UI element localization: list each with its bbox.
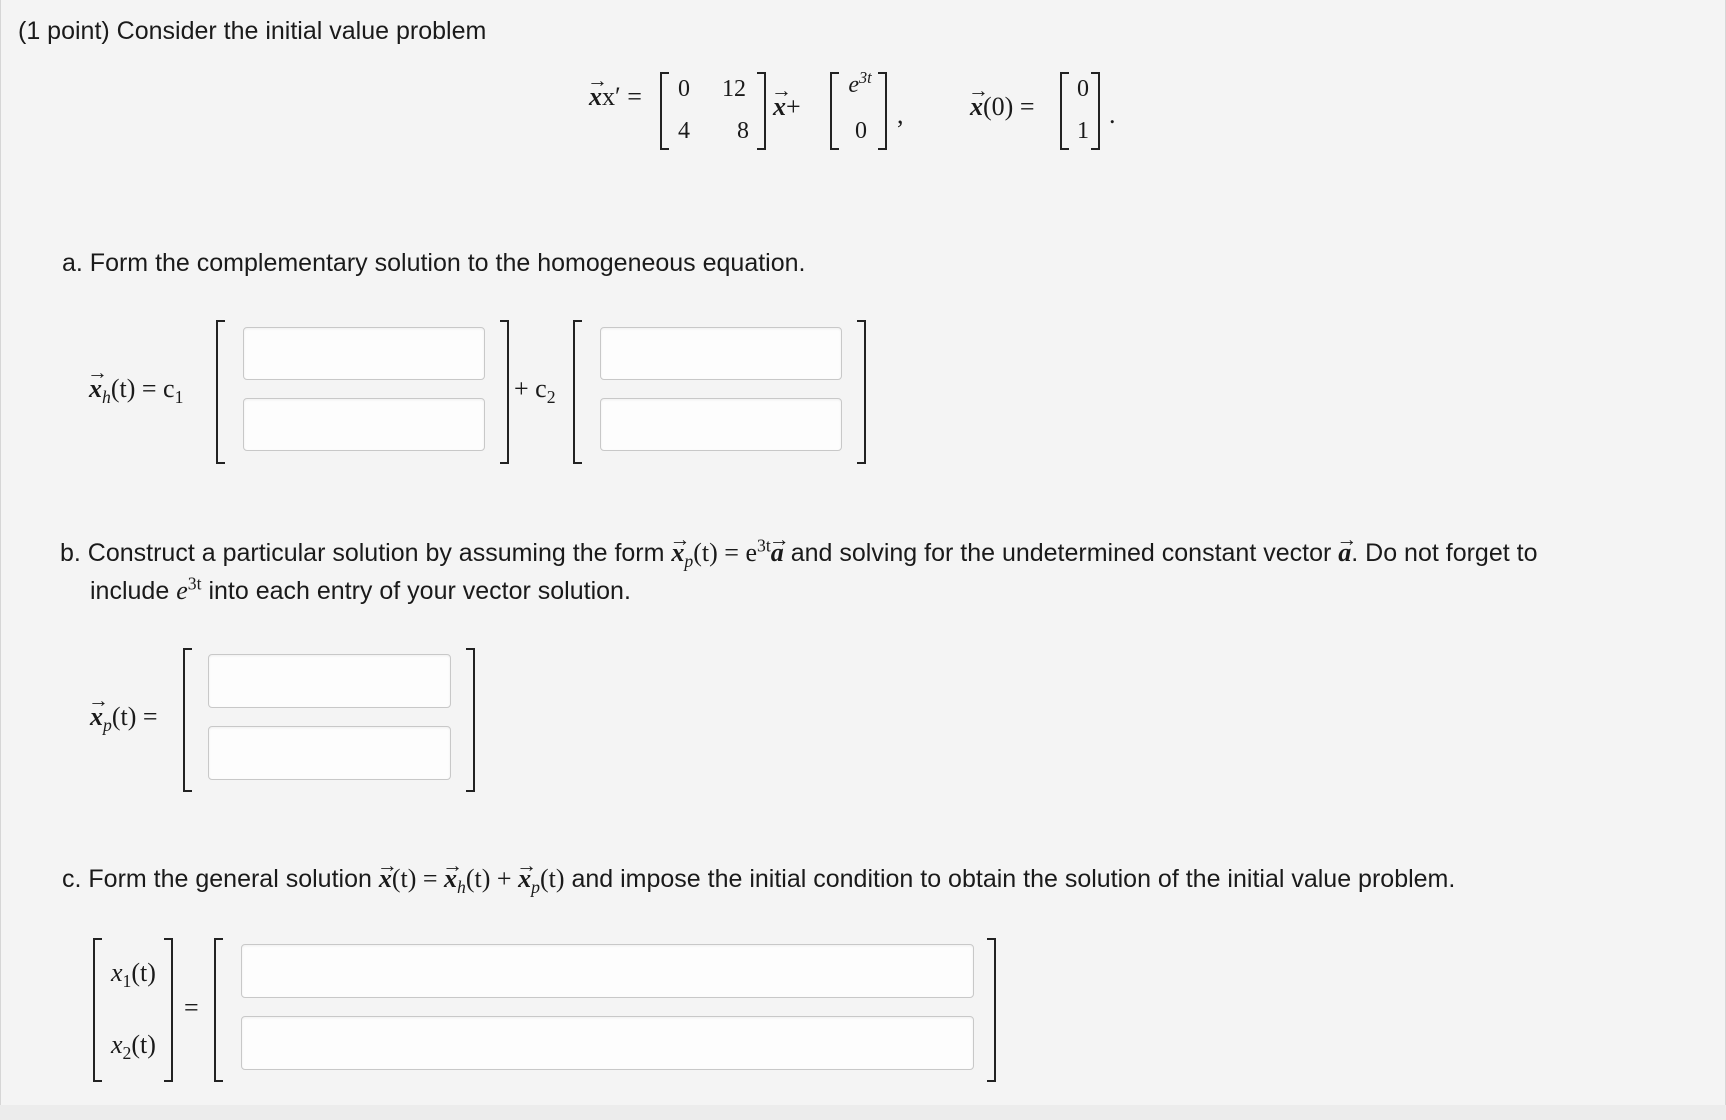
xh-vector2-right-bracket: [857, 320, 866, 464]
x2-base: x: [111, 1030, 123, 1059]
part-c-prompt: [62, 864, 1456, 898]
vector-x-symbol: → x: [89, 374, 102, 404]
part-b-line1: [60, 535, 1538, 572]
part-b-line2: [90, 573, 631, 606]
part-a-prompt: a. Form the complementary solution to the homogeneous equation.: [62, 249, 806, 277]
part-c-equals: =: [184, 993, 199, 1022]
plus-c2: [514, 374, 556, 408]
x1-base: x: [111, 958, 123, 987]
vector-x-symbol: → x: [444, 864, 457, 894]
general-text-1: (t) =: [391, 864, 438, 893]
xp-subscript: p: [103, 715, 112, 736]
forcing-right-bracket: [878, 72, 887, 150]
vector-a-symbol: → a: [1338, 538, 1351, 568]
part-b-form-text: (t) = e: [693, 538, 757, 567]
ivp-x-plus: [773, 92, 801, 122]
inline-exp: 3t: [187, 573, 202, 594]
matrix-r2c1: 4: [678, 118, 690, 144]
vector-x-symbol: → x: [90, 702, 103, 732]
part-b-form-exp: 3t: [757, 535, 771, 556]
xh-vector1-top-input[interactable]: [243, 327, 485, 380]
xh-vector1-left-bracket: [216, 320, 225, 464]
ic-bottom: 1: [1077, 118, 1089, 144]
ic-right-bracket: [1091, 72, 1100, 150]
forcing-top-exp: 3t: [858, 68, 872, 87]
xh-subscript: h: [102, 387, 111, 408]
solution-left-bracket: [214, 938, 223, 1082]
part-a-lhs-text: (t) = c: [110, 374, 175, 403]
ivp-lhs: [589, 82, 642, 112]
x2-label: [111, 1030, 156, 1064]
part-c-prompt-2: and impose the initial condition to obtain the solution of the initial value problem.: [571, 865, 1456, 893]
ivp-comma: ,: [897, 100, 904, 129]
plus-c-text: + c: [514, 374, 547, 403]
solution-right-bracket: [987, 938, 996, 1082]
c1-subscript: 1: [174, 387, 184, 408]
part-b-lhs: [90, 702, 158, 736]
ic-left-bracket: [1060, 72, 1069, 150]
matrix-right-bracket: [757, 72, 766, 150]
ivp-lhs-text: x′ =: [602, 82, 642, 111]
ic-lhs: [970, 92, 1034, 122]
forcing-bottom: 0: [855, 118, 867, 144]
xh-vector1-bottom-input[interactable]: [243, 398, 485, 451]
forcing-top: [838, 68, 882, 99]
part-a-lhs: [89, 374, 184, 408]
part-b-prompt-2: and solving for the undetermined constant vector: [790, 539, 1332, 567]
problem-title: (1 point) Consider the initial value problem: [18, 17, 487, 45]
xp-subscript: p: [684, 551, 694, 572]
plus-sign: +: [786, 92, 801, 121]
part-b-prompt-1: b. Construct a particular solution by assuming the form: [60, 539, 665, 567]
general-solution-formula: [378, 864, 565, 898]
x-vector-left-bracket: [93, 938, 102, 1082]
x2-solution-input[interactable]: [241, 1016, 974, 1070]
part-b-lhs-text: (t) =: [111, 702, 158, 731]
vector-x-symbol: → x: [518, 864, 531, 894]
matrix-r2c2: 8: [737, 118, 749, 144]
part-b-prompt-3: . Do not forget to: [1351, 539, 1538, 567]
vector-x-symbol: → x: [379, 864, 392, 894]
general-p-sub: p: [531, 877, 540, 898]
part-b-form: [671, 535, 784, 572]
vector-x-symbol: → x: [671, 538, 684, 568]
general-h-sub: h: [457, 877, 466, 898]
ic-label: (0) =: [983, 92, 1035, 121]
x-vector-right-bracket: [164, 938, 173, 1082]
xh-vector1-right-bracket: [500, 320, 509, 464]
inline-base: e: [176, 576, 188, 605]
x1-label: [111, 958, 156, 992]
panel-footer-strip: [0, 1105, 1726, 1120]
vector-x-symbol: → x: [589, 82, 602, 112]
x1-subscript: 1: [122, 971, 132, 992]
x2-arg: (t): [131, 1030, 156, 1059]
c2-subscript: 2: [546, 387, 556, 408]
part-b-prompt-5: into each entry of your vector solution.: [208, 577, 631, 605]
vector-x-symbol: → x: [773, 92, 786, 122]
matrix-left-bracket: [660, 72, 669, 150]
part-b-prompt-4: include: [90, 577, 170, 605]
xp-bottom-input[interactable]: [208, 726, 451, 780]
xp-right-bracket: [466, 648, 475, 792]
part-c-prompt-1: c. Form the general solution: [62, 865, 372, 893]
x1-arg: (t): [131, 958, 156, 987]
xh-vector2-top-input[interactable]: [600, 327, 842, 380]
xp-left-bracket: [183, 648, 192, 792]
vector-x-symbol: → x: [970, 92, 983, 122]
x1-solution-input[interactable]: [241, 944, 974, 998]
xh-vector2-bottom-input[interactable]: [600, 398, 842, 451]
ic-top: 0: [1077, 76, 1089, 102]
matrix-r1c2: 12: [722, 76, 746, 102]
ivp-period: .: [1109, 100, 1116, 129]
vector-a-symbol: → a: [771, 538, 784, 568]
part-b-inline-exp: [176, 573, 202, 605]
general-text-3: (t): [539, 864, 565, 893]
matrix-r1c1: 0: [678, 76, 690, 102]
general-text-2: (t) +: [465, 864, 512, 893]
xp-top-input[interactable]: [208, 654, 451, 708]
forcing-top-base: e: [848, 72, 859, 98]
x2-subscript: 2: [122, 1043, 132, 1064]
part-b-a-vector: [1338, 538, 1351, 567]
xh-vector2-left-bracket: [573, 320, 582, 464]
